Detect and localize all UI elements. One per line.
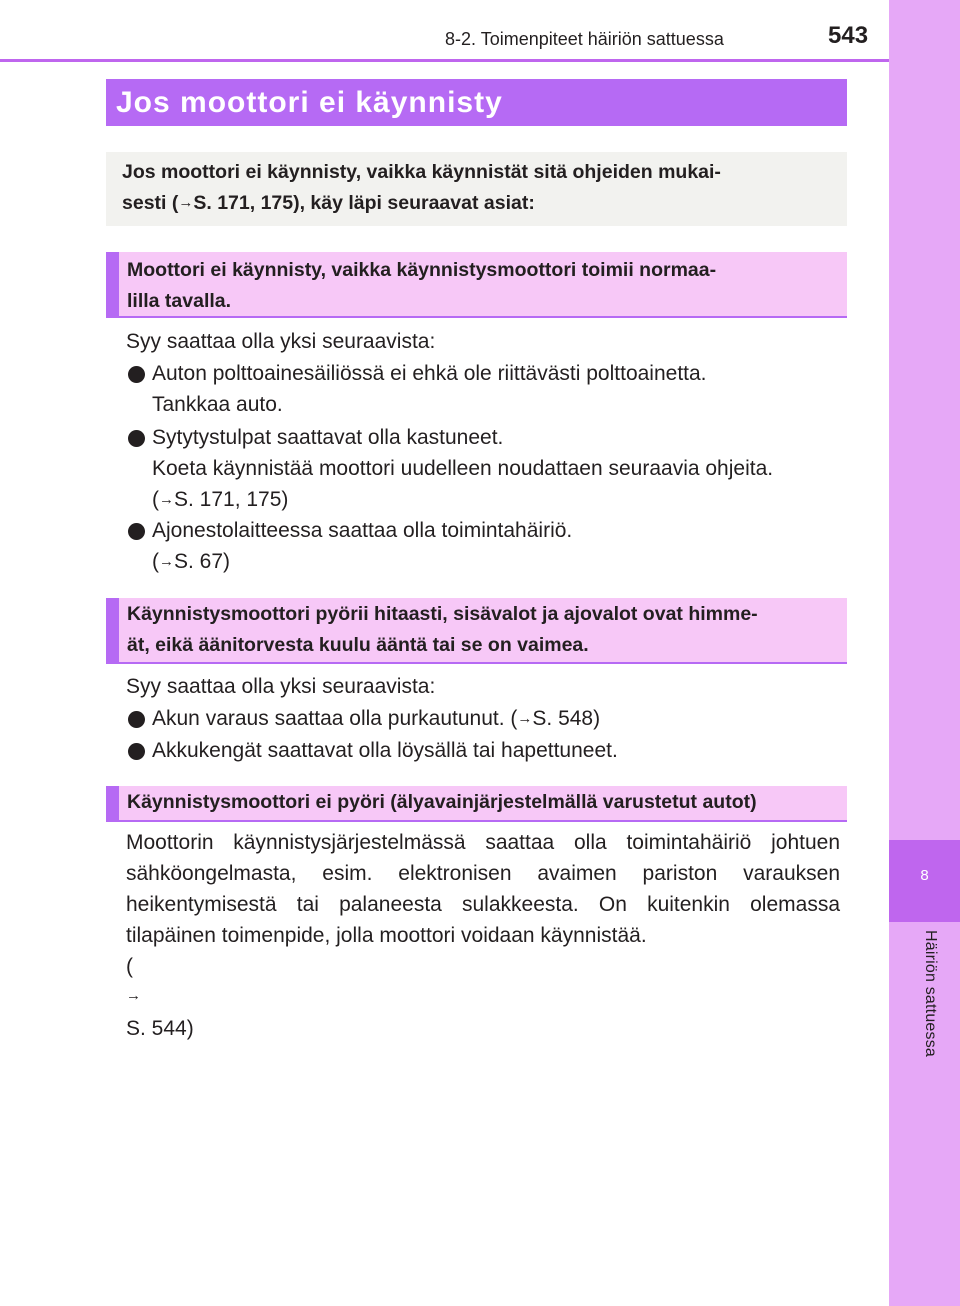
subheading-text: Käynnistysmoottori ei pyöri (älyavainjärjestelmällä varustetut autot) — [127, 791, 757, 813]
subheading-line-1: Moottori ei käynnisty, vaikka käynnistysmoottori toimii normaa- — [127, 259, 717, 281]
arrow-icon: → — [159, 491, 174, 508]
bullet-icon — [128, 711, 145, 728]
page-reference: ( → S. 544) — [126, 951, 840, 1044]
page-reference: (→S. 171, 175) — [152, 488, 289, 511]
subheading-bar — [106, 786, 119, 820]
subheading-bar — [106, 252, 119, 316]
section-title: 8-2. Toimenpiteet häiriön sattuessa — [445, 29, 724, 49]
subheading-line-2: ät, eikä äänitorvesta kuulu ääntä tai se on vaimea. — [127, 634, 589, 656]
bullet-immobilizer: Ajonestolaitteessa saattaa olla toimintahäiriö. — [152, 519, 573, 542]
bullet-spark-plugs-detail: Koeta käynnistää moottori uudelleen noudattaen seuraavia ohjeita. — [152, 457, 774, 480]
bullet-battery — [152, 707, 600, 731]
reference-text: S. 171, 175) — [174, 488, 289, 511]
paragraph-line: Moottorin käynnistysjärjestelmässä saattaa olla toimintahäiriö johtuen — [126, 831, 840, 854]
reference-text: S. 544) — [126, 1017, 194, 1040]
section2-lead: Syy saattaa olla yksi seuraavista: — [126, 675, 436, 698]
chapter-number-box — [889, 840, 960, 922]
page-title: Jos moottori ei käynnisty — [116, 86, 503, 119]
subheading-slow-cranking — [106, 598, 847, 664]
arrow-icon: → — [517, 710, 533, 727]
bullet-icon — [128, 366, 145, 383]
intro-line-2-end: S. 171, 175), käy läpi seuraavat asiat: — [193, 192, 535, 214]
intro-box — [106, 152, 847, 226]
chapter-title: Häiriön sattuessa — [922, 930, 939, 1058]
subheading-engine-not-starting — [106, 252, 847, 318]
paragraph-line: tilapäinen toimenpide, jolla moottori voidaan käynnistää. — [126, 924, 647, 947]
page-number: 543 — [828, 22, 869, 49]
bullet-icon — [128, 523, 145, 540]
intro-text — [122, 157, 834, 220]
arrow-icon: → — [178, 194, 194, 211]
chapter-number: 8 — [920, 867, 929, 884]
subheading-line-2: lilla tavalla. — [127, 290, 232, 312]
subheading-starter-not-cranking — [106, 786, 847, 822]
page-title-bar — [106, 79, 847, 126]
paragraph-line: sähköongelmasta, esim. elektronisen avaimen pariston varauksen — [126, 862, 840, 885]
section3-paragraph — [126, 827, 840, 1044]
header-rule — [0, 59, 889, 62]
bullet-icon — [128, 743, 145, 760]
arrow-icon: → — [159, 553, 174, 570]
bullet-icon — [128, 430, 145, 447]
bullet-spark-plugs: Sytytystulpat saattavat olla kastuneet. — [152, 426, 504, 449]
bullet-battery-text: Akun varaus saattaa olla purkautunut. ( — [152, 707, 518, 730]
page-header — [0, 0, 889, 62]
reference-text: S. 67) — [174, 550, 231, 573]
section1-lead: Syy saattaa olla yksi seuraavista: — [126, 330, 436, 353]
subheading-line-1: Käynnistysmoottori pyörii hitaasti, sisävalot ja ajovalot ovat himme- — [127, 603, 758, 625]
intro-line-2-start: sesti ( — [122, 192, 179, 214]
chapter-side-tab — [889, 0, 960, 1306]
bullet-fuel: Auton polttoainesäiliössä ei ehkä ole riittävästi polttoainetta. — [152, 362, 707, 385]
paragraph-line: heikentymisestä tai palaneesta sulakkeesta. On kuitenkin olemassa — [126, 893, 840, 916]
page-reference: (→S. 67) — [152, 550, 231, 573]
arrow-icon: → — [126, 987, 141, 1004]
bullet-fuel-detail: Tankkaa auto. — [152, 393, 283, 416]
reference-text: S. 548) — [532, 707, 601, 730]
bullet-battery-terminals: Akkukengät saattavat olla löysällä tai hapettuneet. — [152, 739, 618, 762]
intro-line-1: Jos moottori ei käynnisty, vaikka käynnistät sitä ohjeiden mukai- — [122, 161, 721, 183]
subheading-bar — [106, 598, 119, 662]
